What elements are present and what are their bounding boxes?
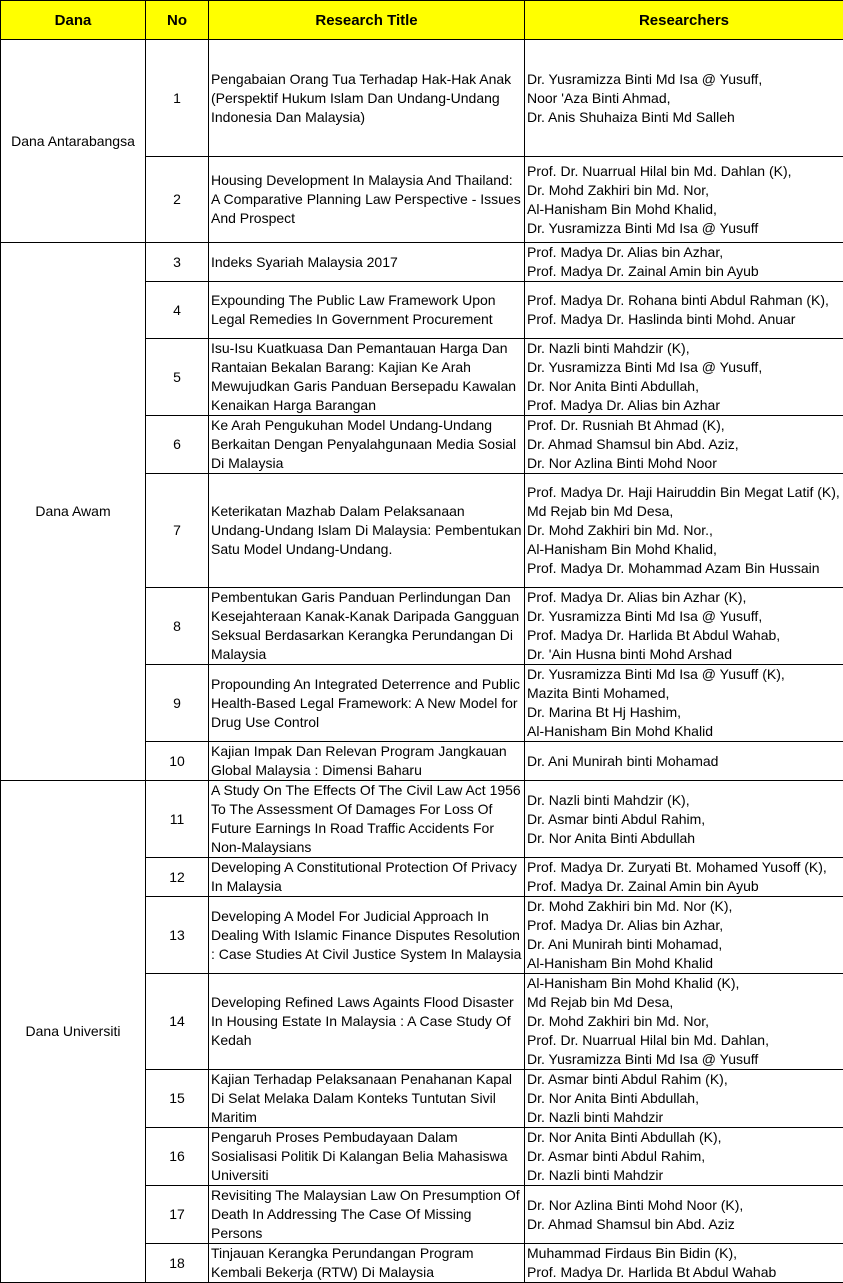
researchers: Dr. Nor Anita Binti Abdullah (K), Dr. Asmar binti Abdul Rahim, Dr. Nazli binti Mahdzir: [525, 1128, 843, 1186]
researchers: Dr. Asmar binti Abdul Rahim (K), Dr. Nor Anita Binti Abdullah, Dr. Nazli binti Mahdzir: [525, 1070, 843, 1128]
row-number: 17: [146, 1186, 209, 1244]
row-number: 10: [146, 742, 209, 781]
research-title: Ke Arah Pengukuhan Model Undang-Undang Berkaitan Dengan Penyalahgunaan Media Sosial Di Malaysia: [209, 416, 525, 474]
row-number: 15: [146, 1070, 209, 1128]
researchers: Prof. Madya Dr. Alias bin Azhar (K), Dr. Yusramizza Binti Md Isa @ Yusuff, Prof. Madya Dr. Harlida Bt Abdul Wahab, Dr. 'Ain Husna binti Mohd Arshad: [525, 588, 843, 665]
research-title: Tinjauan Kerangka Perundangan Program Kembali Bekerja (RTW) Di Malaysia: [209, 1244, 525, 1283]
research-title: Revisiting The Malaysian Law On Presumption Of Death In Addressing The Case Of Missing Persons: [209, 1186, 525, 1244]
row-number: 5: [146, 339, 209, 416]
researchers: Dr. Ani Munirah binti Mohamad: [525, 742, 843, 781]
research-title: Pembentukan Garis Panduan Perlindungan Dan Kesejahteraan Kanak-Kanak Daripada Gangguan Seksual Berdasarkan Kerangka Perundangan Di Malaysia: [209, 588, 525, 665]
row-number: 12: [146, 858, 209, 897]
research-title: Pengabaian Orang Tua Terhadap Hak-Hak Anak (Perspektif Hukum Islam Dan Undang-Undang Indonesia Dan Malaysia): [209, 40, 525, 157]
researchers: Dr. Mohd Zakhiri bin Md. Nor (K), Prof. Madya Dr. Alias bin Azhar, Dr. Ani Munirah binti Mohamad, Al-Hanisham Bin Mohd Khalid: [525, 897, 843, 974]
researchers: Dr. Nazli binti Mahdzir (K), Dr. Asmar binti Abdul Rahim, Dr. Nor Anita Binti Abdullah: [525, 781, 843, 858]
research-title: Kajian Terhadap Pelaksanaan Penahanan Kapal Di Selat Melaka Dalam Konteks Tuntutan Sivil Maritim: [209, 1070, 525, 1128]
research-title: Developing A Model For Judicial Approach In Dealing With Islamic Finance Disputes Resolution : Case Studies At Civil Justice System In Malaysia: [209, 897, 525, 974]
row-number: 14: [146, 974, 209, 1070]
researchers: Dr. Nazli binti Mahdzir (K), Dr. Yusramizza Binti Md Isa @ Yusuff, Dr. Nor Anita Binti Abdullah, Prof. Madya Dr. Alias bin Azhar: [525, 339, 843, 416]
research-title: Propounding An Integrated Deterrence and Public Health-Based Legal Framework: A New Model for Drug Use Control: [209, 665, 525, 742]
researchers: Prof. Dr. Rusniah Bt Ahmad (K), Dr. Ahmad Shamsul bin Abd. Aziz, Dr. Nor Azlina Binti Mohd Noor: [525, 416, 843, 474]
research-title: A Study On The Effects Of The Civil Law Act 1956 To The Assessment Of Damages For Loss Of Future Earnings In Road Traffic Accidents For Non-Malaysians: [209, 781, 525, 858]
group-dana-universiti: Dana Universiti: [1, 781, 146, 1283]
header-research-title: Research Title: [209, 1, 525, 40]
row-number: 16: [146, 1128, 209, 1186]
research-title: Developing Refined Laws Againts Flood Disaster In Housing Estate In Malaysia : A Case Study Of Kedah: [209, 974, 525, 1070]
researchers: Prof. Madya Dr. Zuryati Bt. Mohamed Yusoff (K), Prof. Madya Dr. Zainal Amin bin Ayub: [525, 858, 843, 897]
group-dana-awam: Dana Awam: [1, 243, 146, 781]
research-title: Isu-Isu Kuatkuasa Dan Pemantauan Harga Dan Rantaian Bekalan Barang: Kajian Ke Arah Mewujudkan Garis Panduan Bersepadu Kawalan Kenaikan Harga Barangan: [209, 339, 525, 416]
research-title: Developing A Constitutional Protection Of Privacy In Malaysia: [209, 858, 525, 897]
header-row: [1, 1, 843, 40]
row-number: 9: [146, 665, 209, 742]
row-number: 8: [146, 588, 209, 665]
row-number: 7: [146, 474, 209, 588]
researchers: Dr. Yusramizza Binti Md Isa @ Yusuff, Noor 'Aza Binti Ahmad, Dr. Anis Shuhaiza Binti Md Salleh: [525, 40, 843, 157]
row-number: 18: [146, 1244, 209, 1283]
table-row: [1, 40, 843, 157]
header-no: No: [146, 1, 209, 40]
researchers: Prof. Dr. Nuarrual Hilal bin Md. Dahlan (K), Dr. Mohd Zakhiri bin Md. Nor, Al-Hanisham Bin Mohd Khalid, Dr. Yusramizza Binti Md Isa @ Yusuff: [525, 157, 843, 243]
row-number: 13: [146, 897, 209, 974]
table-row: [1, 243, 843, 282]
group-dana-antarabangsa: Dana Antarabangsa: [1, 40, 146, 243]
row-number: 1: [146, 40, 209, 157]
research-title: Indeks Syariah Malaysia 2017: [209, 243, 525, 282]
row-number: 3: [146, 243, 209, 282]
researchers: Prof. Madya Dr. Rohana binti Abdul Rahman (K), Prof. Madya Dr. Haslinda binti Mohd. Anuar: [525, 282, 843, 339]
header-dana: Dana: [1, 1, 146, 40]
research-title: Kajian Impak Dan Relevan Program Jangkauan Global Malaysia : Dimensi Baharu: [209, 742, 525, 781]
researchers: Prof. Madya Dr. Alias bin Azhar, Prof. Madya Dr. Zainal Amin bin Ayub: [525, 243, 843, 282]
research-title: Expounding The Public Law Framework Upon Legal Remedies In Government Procurement: [209, 282, 525, 339]
researchers: Muhammad Firdaus Bin Bidin (K), Prof. Madya Dr. Harlida Bt Abdul Wahab: [525, 1244, 843, 1283]
researchers: Prof. Madya Dr. Haji Hairuddin Bin Megat Latif (K), Md Rejab bin Md Desa, Dr. Mohd Zakhiri bin Md. Nor., Al-Hanisham Bin Mohd Khalid, Prof. Madya Dr. Mohammad Azam Bin Hussain: [525, 474, 843, 588]
research-title: Keterikatan Mazhab Dalam Pelaksanaan Undang-Undang Islam Di Malaysia: Pembentukan Satu Model Undang-Undang.: [209, 474, 525, 588]
row-number: 2: [146, 157, 209, 243]
header-researchers: Researchers: [525, 1, 843, 40]
row-number: 11: [146, 781, 209, 858]
researchers: Al-Hanisham Bin Mohd Khalid (K), Md Rejab bin Md Desa, Dr. Mohd Zakhiri bin Md. Nor, Prof. Dr. Nuarrual Hilal bin Md. Dahlan, Dr. Yusramizza Binti Md Isa @ Yusuff: [525, 974, 843, 1070]
row-number: 4: [146, 282, 209, 339]
row-number: 6: [146, 416, 209, 474]
research-title: Pengaruh Proses Pembudayaan Dalam Sosialisasi Politik Di Kalangan Belia Mahasiswa Universiti: [209, 1128, 525, 1186]
researchers: Dr. Nor Azlina Binti Mohd Noor (K), Dr. Ahmad Shamsul bin Abd. Aziz: [525, 1186, 843, 1244]
research-title: Housing Development In Malaysia And Thailand: A Comparative Planning Law Perspective - Issues And Prospect: [209, 157, 525, 243]
researchers: Dr. Yusramizza Binti Md Isa @ Yusuff (K), Mazita Binti Mohamed, Dr. Marina Bt Hj Hashim, Al-Hanisham Bin Mohd Khalid: [525, 665, 843, 742]
table-row: [1, 781, 843, 858]
